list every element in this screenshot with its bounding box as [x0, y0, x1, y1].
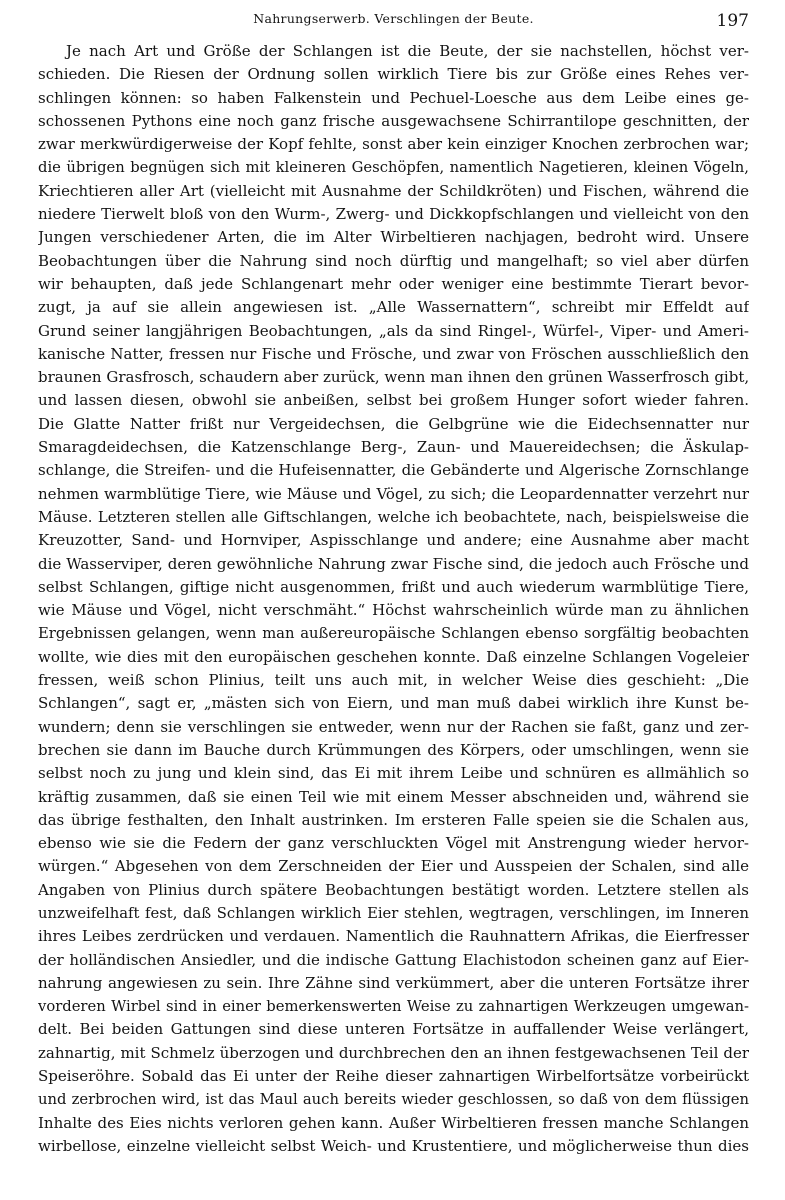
text-line: die Wasserviper, deren gewöhnliche Nahrung zwar Fische sind, die jedoch auch Frösche und — [38, 554, 749, 573]
text-line: Ergebnissen gelangen, wenn man außereuropäische Schlangen ebenso sorgfältig beobachten — [38, 625, 749, 643]
text-line: wie Mäuse und Vögel, nicht verschmäht.“ Höchst wahrscheinlich würde man zu ähnlichen — [38, 601, 749, 620]
text-line: Kreuzotter, Sand- und Hornviper, Aspisschlange und andere; eine Ausnahme aber macht — [38, 531, 749, 550]
page-header — [38, 11, 749, 37]
text-line: zahnartig, mit Schmelz überzogen und durchbrechen den an ihnen festgewachsenen Teil der — [38, 1043, 749, 1062]
text-line: ihres Leibes zerdrücken und verdauen. Namentlich die Rauhnattern Afrikas, die Eierfresser — [38, 927, 749, 946]
text-line: Speiseröhre. Sobald das Ei unter der Reihe dieser zahnartigen Wirbelfortsätze vorbeirückt — [38, 1067, 749, 1086]
text-line: würgen.“ Abgesehen von dem Zerschneiden der Eier und Ausspeien der Schalen, sind alle — [38, 857, 749, 876]
body-text — [38, 40, 749, 1158]
text-line: zwar merkwürdigerweise der Kopf fehlte, sonst aber kein einziger Knochen zerbrochen war; — [38, 135, 749, 154]
text-line: Je nach Art und Größe der Schlangen ist die Beute, der sie nachstellen, höchst ver- — [66, 42, 749, 60]
text-line: Smaragdeidechsen, die Katzenschlange Berg-, Zaun- und Mauereidechsen; die Äskulap- — [38, 438, 749, 457]
text-line: braunen Grasfrosch, schaudern aber zurück, wenn man ihnen den grünen Wasserfrosch gibt, — [38, 368, 749, 387]
text-line: Schlangen“, sagt er, „mästen sich von Eiern, und man muß dabei wirklich ihre Kunst be- — [38, 694, 749, 713]
text-line: selbst Schlangen, giftige nicht ausgenommen, frißt und auch wiederum warmblütige Tiere, — [38, 577, 749, 596]
text-line: Jungen verschiedener Arten, die im Alter Wirbeltieren nachjagen, bedroht wird. Unsere — [38, 228, 749, 247]
text-line: selbst noch zu jung und klein sind, das Ei mit ihrem Leibe und schnüren es allmählich so — [38, 764, 749, 783]
text-line: niedere Tierwelt bloß von den Wurm-, Zwerg- und Dickkopfschlangen und vielleicht von den — [38, 205, 749, 224]
text-line: zugt, ja auf sie allein angewiesen ist. „Alle Wassernattern“, schreibt mir Effeldt auf — [38, 298, 749, 317]
text-line: brechen sie dann im Bauche durch Krümmungen des Körpers, oder umschlingen, wenn sie — [38, 740, 749, 759]
text-line: das übrige festhalten, den Inhalt austrinken. Im ersteren Falle speien sie die Schalen aus, — [38, 810, 749, 829]
running-head: Nahrungserwerb. Verschlingen der Beute. — [253, 11, 534, 26]
text-line: nehmen warmblütige Tiere, wie Mäuse und Vögel, zu sich; die Leopardennatter verzehrt nur — [38, 484, 749, 503]
text-line: die übrigen begnügen sich mit kleineren Geschöpfen, namentlich Nagetieren, kleinen Vögeln, — [38, 159, 749, 177]
text-line: Grund seiner langjährigen Beobachtungen, „als da sind Ringel-, Würfel-, Viper- und Ameri- — [38, 321, 749, 340]
text-line: kanische Natter, fressen nur Fische und Frösche, und zwar von Fröschen ausschließlich den — [38, 344, 749, 363]
text-line: Die Glatte Natter frißt nur Vergeidechsen, die Gelbgrüne wie die Eidechsennatter nur — [38, 414, 749, 433]
text-line: Kriechtieren aller Art (vielleicht mit Ausnahme der Schildkröten) und Fischen, während die — [38, 181, 749, 200]
text-line: fressen, weiß schon Plinius, teilt uns auch mit, in welcher Weise dies geschieht: „Die — [38, 671, 749, 690]
text-line: und lassen diesen, obwohl sie anbeißen, selbst bei großem Hunger sofort wieder fahren. — [38, 391, 749, 410]
text-line: Beobachtungen über die Nahrung sind noch dürftig und mangelhaft; so viel aber dürfen — [38, 251, 749, 270]
text-line: wundern; denn sie verschlingen sie entweder, wenn nur der Rachen sie faßt, ganz und zer- — [38, 717, 749, 736]
text-line: und zerbrochen wird, ist das Maul auch bereits wieder geschlossen, so daß von dem flüssigen — [38, 1091, 749, 1109]
text-line: wir behaupten, daß jede Schlangenart mehr oder weniger eine bestimmte Tierart bevor- — [38, 274, 749, 293]
text-line: der holländischen Ansiedler, und die indische Gattung Elachistodon scheinen ganz auf Eier- — [38, 950, 749, 969]
text-line: wirbellose, einzelne vielleicht selbst Weich- und Krustentiere, und möglicherweise thun dies — [38, 1136, 749, 1155]
text-line: Inhalte des Eies nichts verloren gehen kann. Außer Wirbeltieren fressen manche Schlangen — [38, 1113, 749, 1132]
text-line: delt. Bei beiden Gattungen sind diese unteren Fortsätze in auffallender Weise verlängert, — [38, 1020, 749, 1039]
text-line: vorderen Wirbel sind in einer bemerkenswerten Weise zu zahnartigen Werkzeugen umgewan- — [38, 998, 749, 1016]
text-line: schossenen Pythons eine noch ganz frische ausgewachsene Schirrantilope geschnitten, der — [38, 111, 749, 130]
text-line: nahrung angewiesen zu sein. Ihre Zähne sind verkümmert, aber die unteren Fortsätze ihrer — [38, 973, 749, 992]
text-line: ebenso wie sie die Federn der ganz verschluckten Vögel mit Anstrengung wieder hervor- — [38, 834, 749, 853]
text-line: wollte, wie dies mit den europäischen geschehen konnte. Daß einzelne Schlangen Vogeleier — [38, 647, 749, 666]
text-line: schieden. Die Riesen der Ordnung sollen wirklich Tiere bis zur Größe eines Rehes ver- — [38, 65, 749, 84]
text-line: Mäuse. Letzteren stellen alle Giftschlangen, welche ich beobachtete, nach, beispielsweise die — [38, 508, 749, 526]
page-number: 197 — [716, 11, 749, 31]
text-line: schlange, die Streifen- und die Hufeisennatter, die Gebänderte und Algerische Zornschlange — [38, 461, 749, 480]
text-line: schlingen können: so haben Falkenstein und Pechuel-Loesche aus dem Leibe eines ge- — [38, 88, 749, 107]
text-line: unzweifelhaft fest, daß Schlangen wirklich Eier stehlen, wegtragen, verschlingen, im Inneren — [38, 904, 749, 922]
text-line: kräftig zusammen, daß sie einen Teil wie mit einem Messer abschneiden und, während sie — [38, 787, 749, 806]
text-line: Angaben von Plinius durch spätere Beobachtungen bestätigt worden. Letztere stellen als — [38, 880, 749, 899]
